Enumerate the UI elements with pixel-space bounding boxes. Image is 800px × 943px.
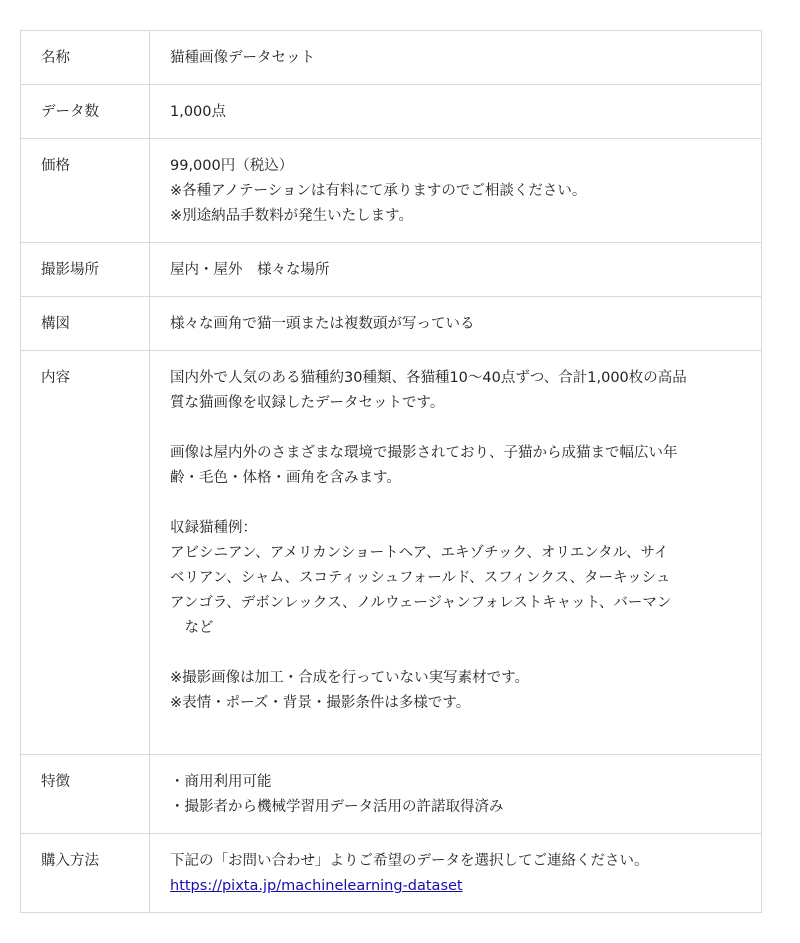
row-label	[21, 139, 150, 243]
label-price: 価格	[41, 158, 70, 174]
row-label	[21, 834, 150, 913]
row-content	[21, 351, 762, 755]
label-composition: 構図	[41, 316, 70, 332]
row-label	[21, 243, 150, 297]
price-note-fee: ※別途納品手数料が発生いたします。	[170, 208, 413, 224]
value-data-count: 1,000点	[170, 104, 227, 120]
row-value	[150, 243, 762, 297]
price-note-annotation: ※各種アノテーションは有料にて承りますのでご相談ください。	[170, 183, 587, 199]
value-location: 屋内・屋外 様々な場所	[170, 262, 330, 278]
label-purchase: 購入方法	[41, 853, 99, 869]
label-data-count: データ数	[41, 104, 99, 120]
content-note-line: ※表情・ポーズ・背景・撮影条件は多様です。	[170, 695, 471, 711]
row-label	[21, 31, 150, 85]
label-name: 名称	[41, 50, 70, 66]
value-composition: 様々な画角で猫一頭または複数頭が写っている	[170, 316, 475, 332]
feature-item: ・撮影者から機械学習用データ活用の許諾取得済み	[170, 799, 504, 815]
row-value	[150, 834, 762, 913]
row-location	[21, 243, 762, 297]
row-value	[150, 351, 762, 755]
paragraph-gap	[170, 491, 743, 516]
row-label	[21, 297, 150, 351]
row-value	[150, 85, 762, 139]
row-value	[150, 31, 762, 85]
content-breeds-line: など	[170, 620, 214, 636]
value-name: 猫種画像データセット	[170, 50, 315, 66]
purchase-instruction: 下記の「お問い合わせ」よりご希望のデータを選択してご連絡ください。	[170, 853, 649, 869]
row-purchase	[21, 834, 762, 913]
content-breeds-line: アビシニアン、アメリカンショートヘア、エキゾチック、オリエンタル、サイ	[170, 545, 669, 561]
value-price: 99,000円（税込）	[170, 158, 294, 174]
content-breeds-heading: 収録猫種例：	[170, 520, 257, 536]
row-label	[21, 755, 150, 834]
row-label	[21, 351, 150, 755]
row-label	[21, 85, 150, 139]
paragraph-gap	[170, 416, 743, 441]
row-data-count	[21, 85, 762, 139]
paragraph-gap	[170, 641, 743, 666]
row-value	[150, 755, 762, 834]
row-value	[150, 139, 762, 243]
purchase-link-line	[170, 874, 743, 899]
content-environment-line: 画像は屋内外のさまざまな環境で撮影されており、子猫から成猫まで幅広い年	[170, 445, 678, 461]
row-price	[21, 139, 762, 243]
content-intro-line: 質な猫画像を収録したデータセットです。	[170, 395, 445, 411]
dataset-spec-table	[20, 30, 762, 913]
label-features: 特徴	[41, 774, 70, 790]
content-breeds-line: アンゴラ、デボンレックス、ノルウェージャンフォレストキャット、バーマン	[170, 595, 672, 611]
content-note-line: ※撮影画像は加工・合成を行っていない実写素材です。	[170, 670, 529, 686]
label-content: 内容	[41, 370, 70, 386]
purchase-link[interactable]: https://pixta.jp/machinelearning-dataset	[170, 878, 463, 894]
content-environment-line: 齢・毛色・体格・画角を含みます。	[170, 470, 401, 486]
row-name	[21, 31, 762, 85]
row-composition	[21, 297, 762, 351]
feature-item: ・商用利用可能	[170, 774, 272, 790]
content-breeds-line: ベリアン、シャム、スコティッシュフォールド、スフィンクス、ターキッシュ	[170, 570, 671, 586]
row-features	[21, 755, 762, 834]
label-location: 撮影場所	[41, 262, 99, 278]
content-intro-line: 国内外で人気のある猫種約30種類、各猫種10〜40点ずつ、合計1,000枚の高品	[170, 370, 687, 386]
row-value	[150, 297, 762, 351]
